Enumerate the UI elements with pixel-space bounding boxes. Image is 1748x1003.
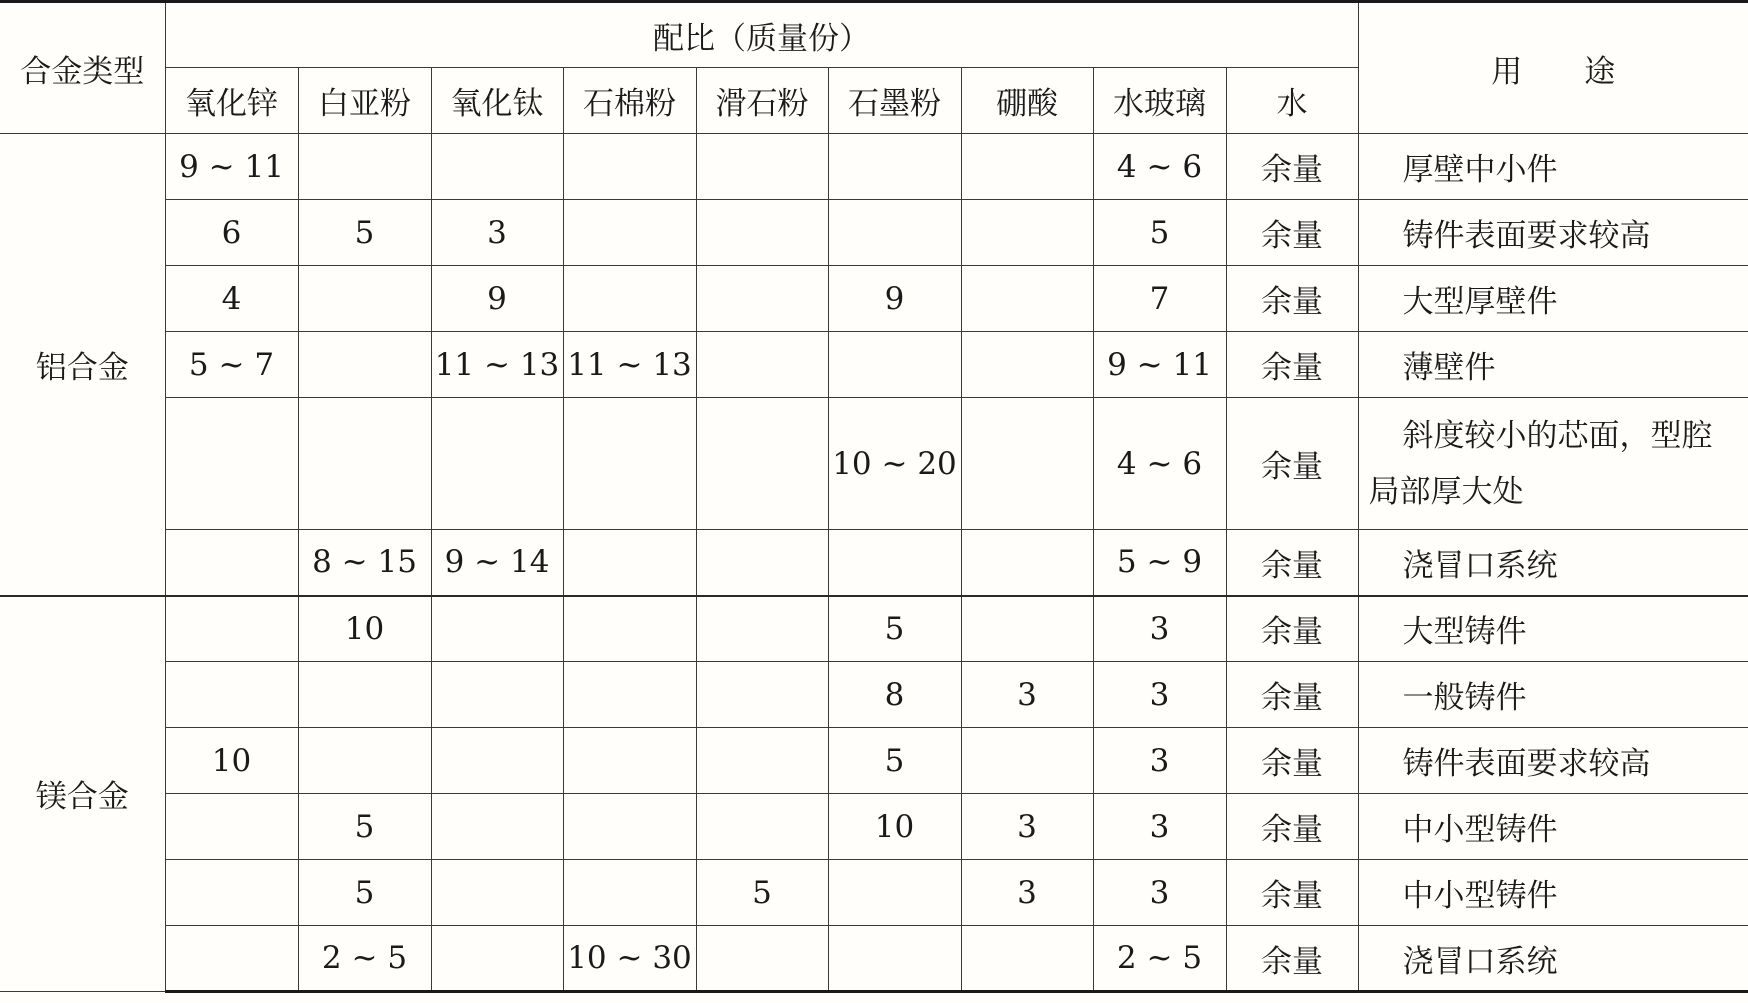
ratio-cell [563,596,696,662]
ratio-cell: 3 [1093,794,1226,860]
table-row [0,134,1748,200]
ratio-cell: 2 ~ 5 [298,926,431,992]
usage-cell: 浇冒口系统 [1358,530,1748,596]
ratio-cell [828,530,961,596]
table-row [0,662,1748,728]
ratio-cell: 5 ~ 7 [165,332,298,398]
ratio-cell: 3 [1093,728,1226,794]
ratio-cell [165,794,298,860]
ratio-cell: 3 [961,794,1093,860]
ratio-cell: 10 [165,728,298,794]
ratio-cell: 6 [165,200,298,266]
ratio-cell [298,134,431,200]
ratio-cell [165,926,298,992]
header-col-water-glass: 水玻璃 [1093,68,1226,134]
ratio-cell [696,662,828,728]
ratio-cell [563,200,696,266]
ratio-cell: 3 [1093,860,1226,926]
usage-cell: 中小型铸件 [1358,794,1748,860]
usage-cell: 一般铸件 [1358,662,1748,728]
ratio-cell: 余量 [1226,926,1358,992]
ratio-cell [961,398,1093,530]
ratio-cell [696,794,828,860]
ratio-cell: 5 [1093,200,1226,266]
header-col-zinc-oxide: 氧化锌 [165,68,298,134]
ratio-cell: 5 [298,200,431,266]
ratio-cell [696,530,828,596]
ratio-cell [298,332,431,398]
ratio-cell: 9 ~ 11 [1093,332,1226,398]
ratio-cell [696,266,828,332]
table-row [0,728,1748,794]
usage-cell: 薄壁件 [1358,332,1748,398]
ratio-cell: 3 [961,662,1093,728]
ratio-cell: 2 ~ 5 [1093,926,1226,992]
ratio-cell [696,728,828,794]
ratio-cell [563,398,696,530]
table-header [0,2,1748,134]
header-col-boric-acid: 硼酸 [961,68,1093,134]
alloy-group-label: 铝合金 [0,134,165,596]
header-usage [1358,2,1748,134]
table-row [0,794,1748,860]
ratio-cell [696,926,828,992]
ratio-cell [165,860,298,926]
table-row [0,926,1748,992]
table-row [0,266,1748,332]
ratio-cell [961,728,1093,794]
ratio-cell: 余量 [1226,200,1358,266]
ratio-cell [696,596,828,662]
ratio-cell: 4 ~ 6 [1093,398,1226,530]
usage-cell [1358,398,1748,530]
ratio-cell [431,860,563,926]
usage-cell: 浇冒口系统 [1358,926,1748,992]
ratio-cell: 5 ~ 9 [1093,530,1226,596]
ratio-cell [563,530,696,596]
ratio-cell: 余量 [1226,662,1358,728]
ratio-cell: 3 [431,200,563,266]
ratio-cell [563,794,696,860]
usage-cell: 铸件表面要求较高 [1358,728,1748,794]
ratio-cell [563,662,696,728]
ratio-cell: 余量 [1226,134,1358,200]
ratio-cell [828,860,961,926]
ratio-cell: 10 [298,596,431,662]
ratio-cell [431,134,563,200]
ratio-cell: 余量 [1226,596,1358,662]
header-alloy-type: 合金类型 [0,2,165,134]
ratio-cell [165,662,298,728]
ratio-cell [961,530,1093,596]
ratio-cell [696,398,828,530]
table-row [0,596,1748,662]
ratio-cell: 余量 [1226,266,1358,332]
ratio-cell [961,926,1093,992]
ratio-cell: 余量 [1226,332,1358,398]
header-col-asbestos-powder: 石棉粉 [563,68,696,134]
ratio-cell [696,332,828,398]
ratio-cell [828,134,961,200]
ratio-cell [298,266,431,332]
ratio-cell: 10 ~ 30 [563,926,696,992]
ratio-cell [431,926,563,992]
ratio-cell [563,134,696,200]
ratio-cell [961,596,1093,662]
usage-cell: 大型厚壁件 [1358,266,1748,332]
ratio-cell [961,200,1093,266]
ratio-cell: 余量 [1226,530,1358,596]
header-ratio-group: 配比（质量份） [165,2,1358,68]
ratio-cell: 4 [165,266,298,332]
ratio-cell: 8 ~ 15 [298,530,431,596]
header-col-titanium-oxide: 氧化钛 [431,68,563,134]
ratio-cell [961,266,1093,332]
ratio-cell [563,860,696,926]
header-usage-left: 用 [1491,53,1523,90]
ratio-cell [165,530,298,596]
ratio-cell: 9 [828,266,961,332]
ratio-cell [961,332,1093,398]
ratio-cell [563,266,696,332]
ratio-cell: 5 [696,860,828,926]
table-row [0,860,1748,926]
usage-line: 斜度较小的芯面，型腔 [1402,417,1713,454]
ratio-cell: 10 ~ 20 [828,398,961,530]
ratio-cell: 9 ~ 14 [431,530,563,596]
ratio-cell: 11 ~ 13 [431,332,563,398]
ratio-cell: 5 [298,860,431,926]
usage-cell: 大型铸件 [1358,596,1748,662]
ratio-cell [696,200,828,266]
ratio-cell [298,728,431,794]
alloy-group-label: 镁合金 [0,596,165,992]
ratio-cell: 3 [1093,596,1226,662]
ratio-cell: 9 [431,266,563,332]
header-col-water: 水 [1226,68,1358,134]
ratio-cell: 3 [1093,662,1226,728]
ratio-cell: 7 [1093,266,1226,332]
ratio-cell [696,134,828,200]
ratio-cell: 5 [828,596,961,662]
ratio-cell [165,398,298,530]
table-row [0,200,1748,266]
ratio-cell: 9 ~ 11 [165,134,298,200]
ratio-cell: 11 ~ 13 [563,332,696,398]
ratio-cell [431,662,563,728]
ratio-cell: 余量 [1226,794,1358,860]
ratio-cell [165,596,298,662]
ratio-cell [961,134,1093,200]
ratio-cell: 3 [961,860,1093,926]
header-usage-right: 途 [1584,53,1616,90]
ratio-cell [431,728,563,794]
ratio-cell: 余量 [1226,860,1358,926]
table-body [0,134,1748,992]
ratio-cell [828,200,961,266]
ratio-cell: 4 ~ 6 [1093,134,1226,200]
ratio-cell [828,332,961,398]
header-col-chalk-powder: 白亚粉 [298,68,431,134]
ratio-cell [298,662,431,728]
usage-cell: 中小型铸件 [1358,860,1748,926]
ratio-cell [563,728,696,794]
ratio-cell [431,596,563,662]
ratio-cell: 余量 [1226,728,1358,794]
ratio-cell: 10 [828,794,961,860]
table-row [0,530,1748,596]
usage-line: 局部厚大处 [1368,473,1524,510]
ratio-cell [298,398,431,530]
usage-cell: 厚壁中小件 [1358,134,1748,200]
table-row [0,332,1748,398]
ratio-cell [828,926,961,992]
header-col-graphite-powder: 石墨粉 [828,68,961,134]
ratio-cell: 8 [828,662,961,728]
ratio-cell [431,794,563,860]
ratio-cell [431,398,563,530]
header-col-talc-powder: 滑石粉 [696,68,828,134]
table-row [0,398,1748,530]
ratio-cell: 余量 [1226,398,1358,530]
ratio-cell: 5 [828,728,961,794]
ratio-cell: 5 [298,794,431,860]
usage-cell: 铸件表面要求较高 [1358,200,1748,266]
